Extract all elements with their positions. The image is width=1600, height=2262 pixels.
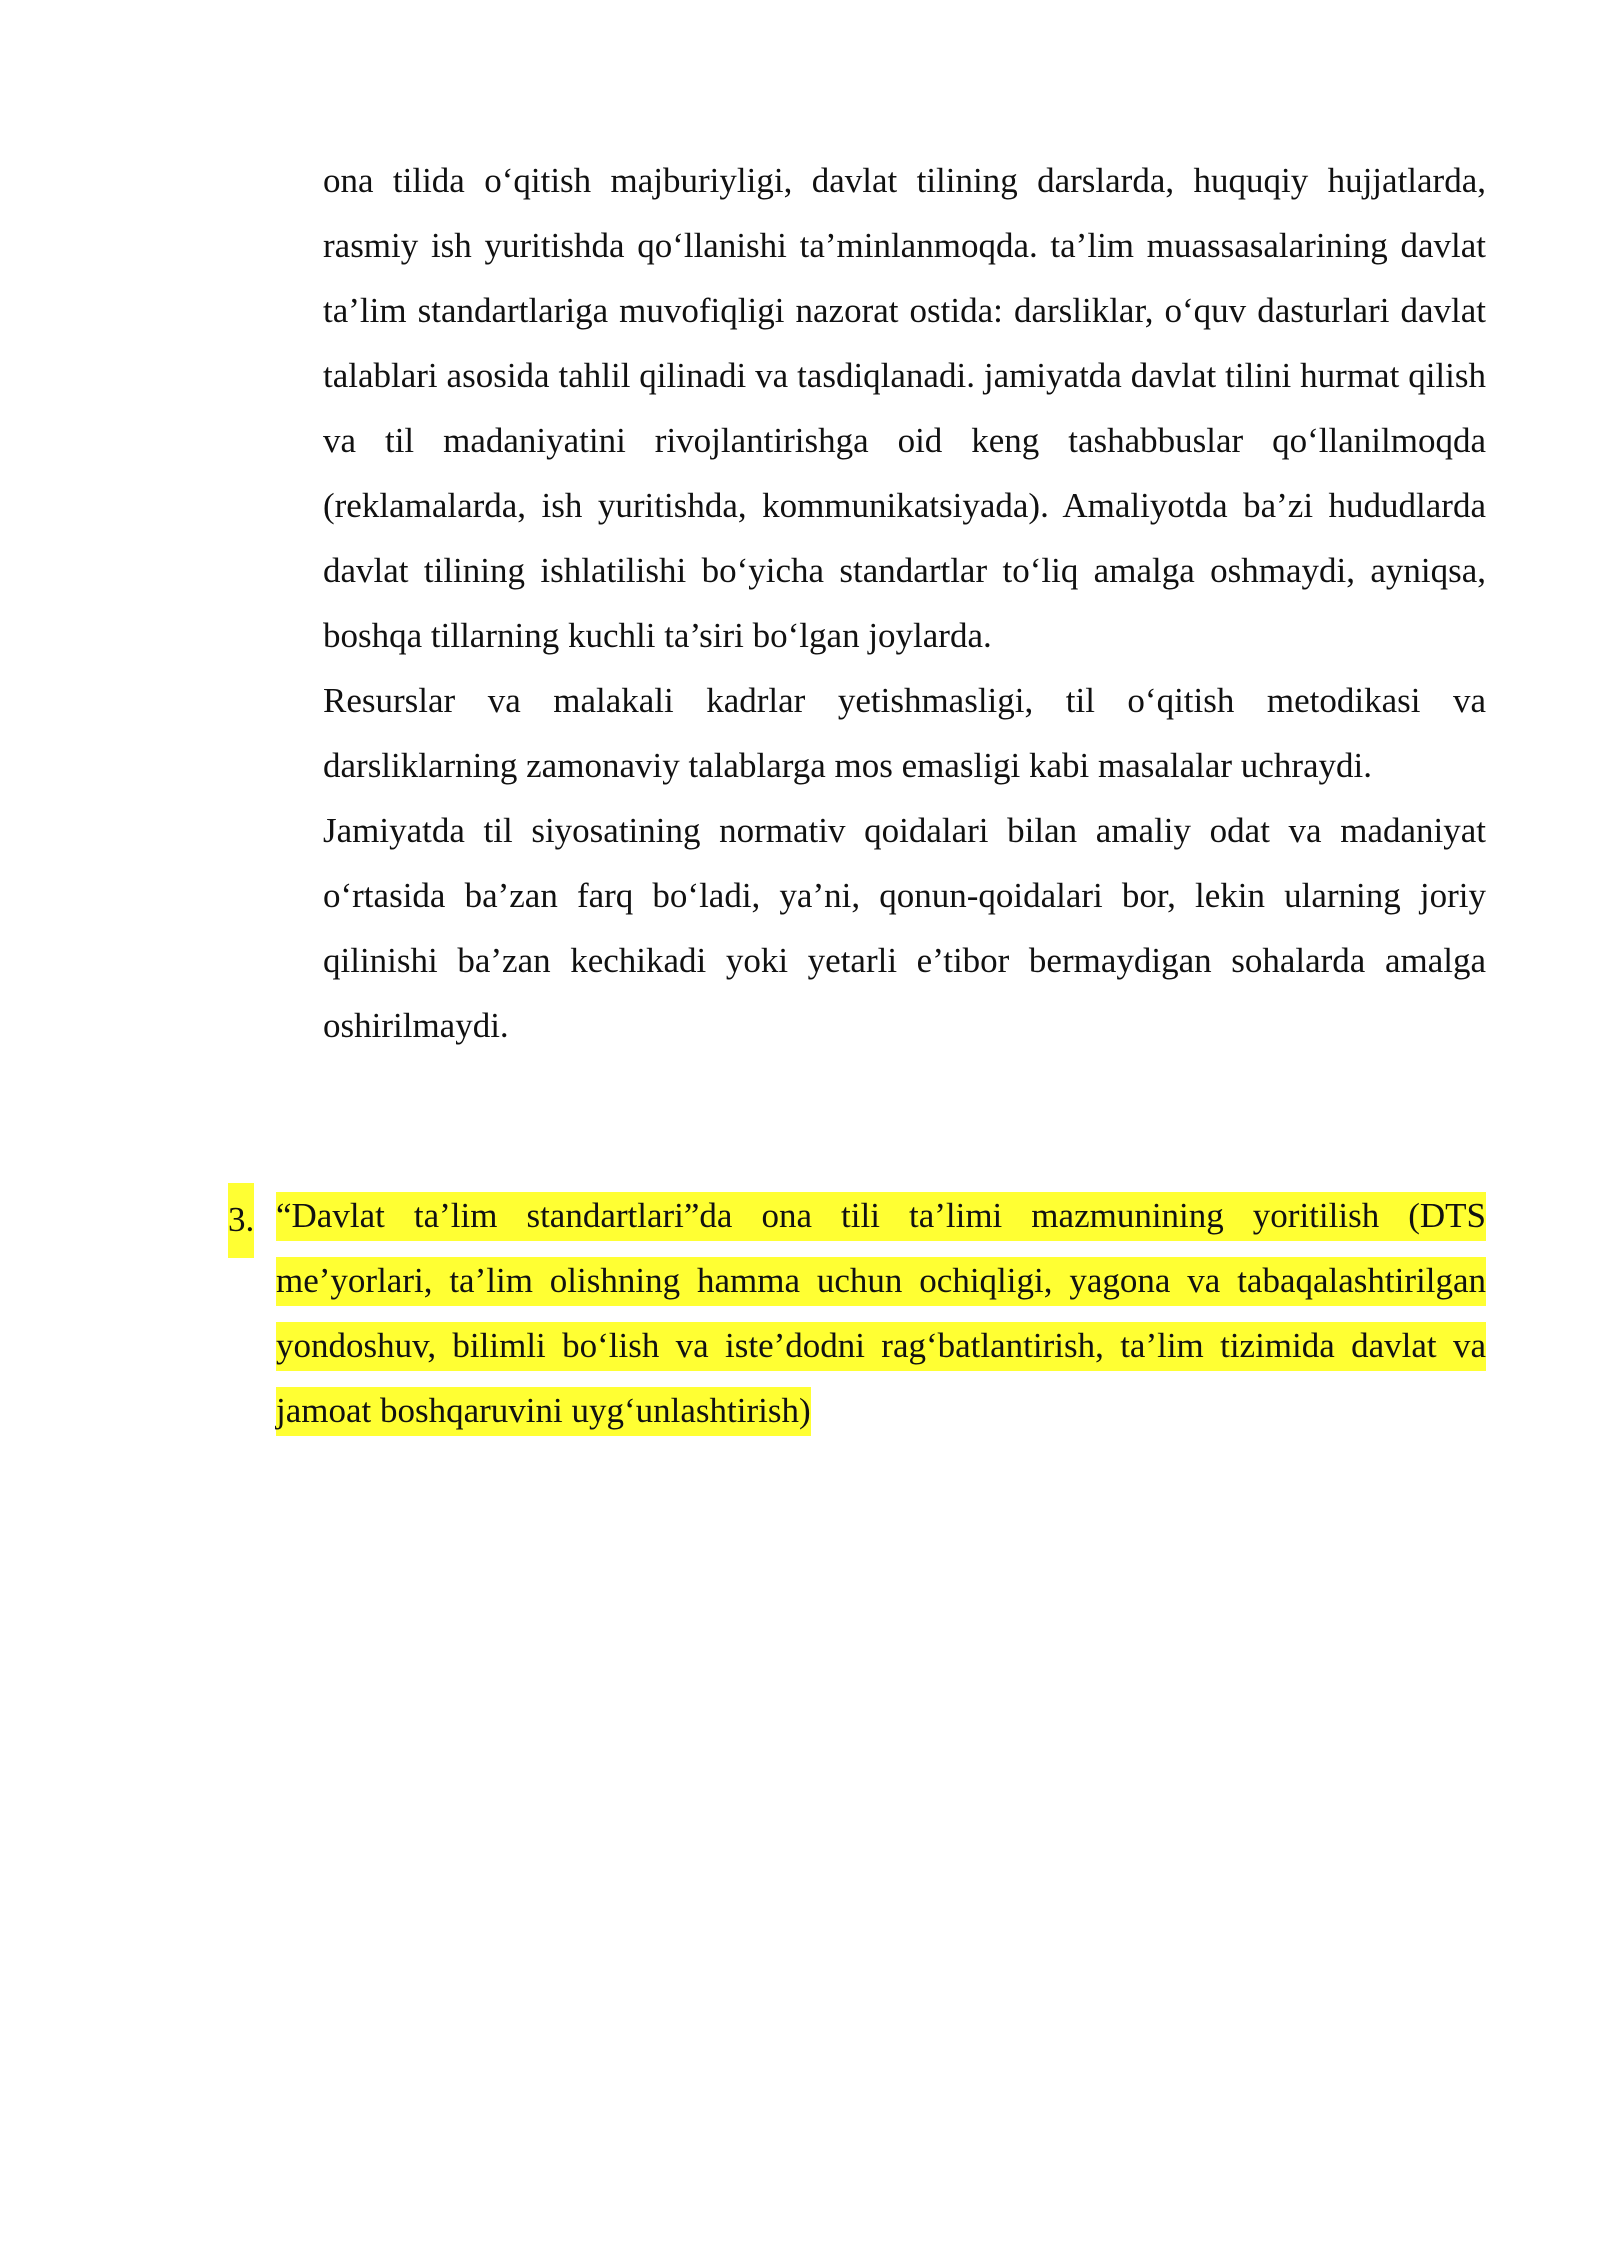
numbered-section	[228, 1183, 1486, 1443]
section-item-3	[228, 1183, 1486, 1443]
paragraph-2: Resurslar va malakali kadrlar yetishmasligi, til o‘qitish metodikasi va darsliklarning zamonaviy talablarga mos emasligi kabi masalalar uchraydi.	[323, 681, 1486, 785]
section-heading-text: “Davlat ta’lim standartlari”da ona tili ta’limi mazmunining yoritilish (DTS me’yorlari, ta’lim olishning hamma uchun ochiqligi, yagona va tabaqalashtirilgan yondoshuv, bilimli bo‘lish va iste’dodni rag‘batlantirish, ta’lim tizimida davlat va jamoat boshqaruvini uyg‘unlashtirish)	[276, 1192, 1486, 1436]
paragraph-1: ona tilida o‘qitish majburiyligi, davlat tilining darslarda, huquqiy hujjatlarda, rasmiy ish yuritishda qo‘llanishi ta’minlanmoqda. ta’lim muassasalarining davlat ta’lim standartlariga muvofiqligi nazorat ostida: darsliklar, o‘quv dasturlari davlat talablari asosida tahlil qilinadi va tasdiqlanadi. jamiyatda davlat tilini hurmat qilish va til madaniyatini rivojlantirishga oid keng tashabbuslar qo‘llanilmoqda (reklamalarda, ish yuritishda, kommunikatsiyada). Amaliyotda ba’zi hududlarda davlat tilining ishlatilishi bo‘yicha standartlar to‘liq amalga oshmaydi, ayniqsa, boshqa tillarning kuchli ta’siri bo‘lgan joylarda.	[323, 161, 1486, 655]
paragraph-3: Jamiyatda til siyosatining normativ qoidalari bilan amaliy odat va madaniyat o‘rtasida ba’zan farq bo‘ladi, ya’ni, qonun-qoidalari bor, lekin ularning joriy qilinishi ba’zan kechikadi yoki yetarli e’tibor bermaydigan sohalarda amalga oshirilmaydi.	[323, 811, 1486, 1045]
body-text	[323, 148, 1486, 1058]
section-number: 3.	[228, 1183, 254, 1258]
